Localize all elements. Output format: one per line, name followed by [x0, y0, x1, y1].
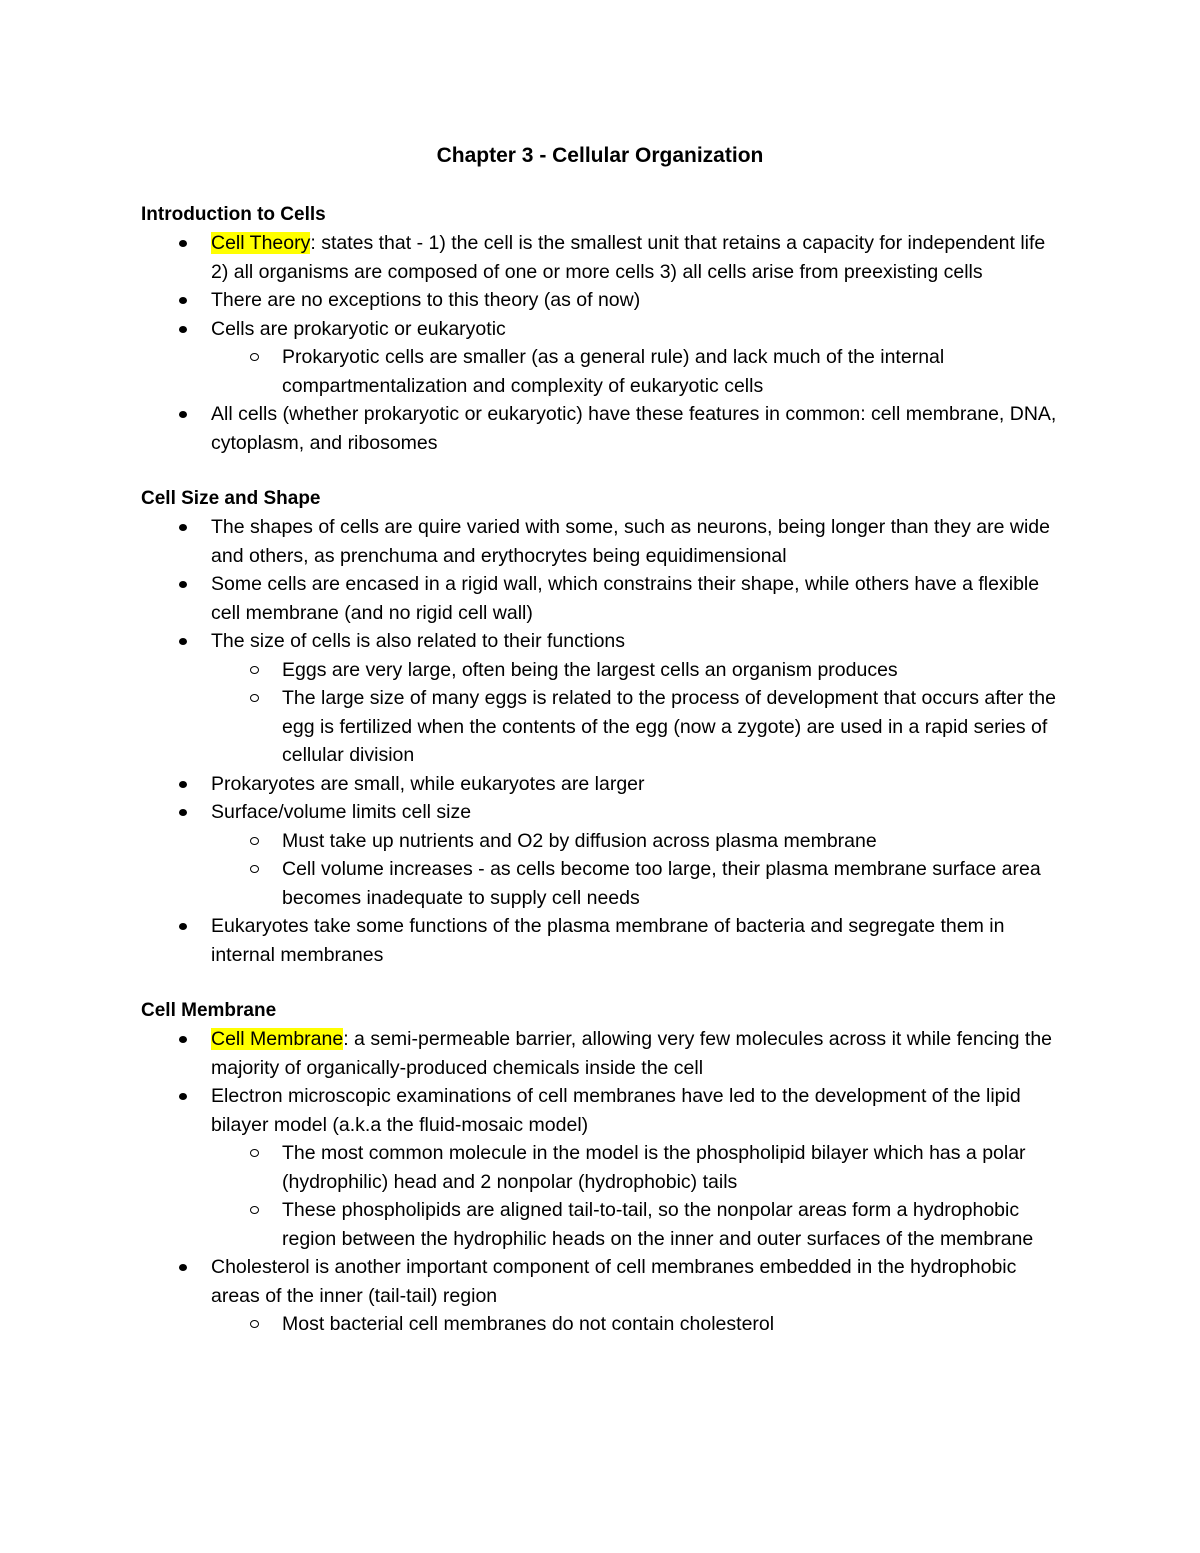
sub-list-item-text: Most bacterial cell membranes do not contain cholesterol [282, 1313, 775, 1335]
list-item [141, 570, 1061, 627]
filled-bullet-icon [179, 1093, 187, 1100]
filled-bullet-icon [179, 326, 187, 333]
filled-bullet-icon [179, 581, 187, 588]
hollow-bullet-icon [250, 1206, 259, 1214]
highlighted-term: Cell Membrane [211, 1028, 344, 1050]
sub-list-item-text: Eggs are very large, often being the largest cells an organism produces [282, 658, 898, 681]
sub-list-item [141, 1196, 1061, 1253]
list-item-text: Cholesterol is another important component of cell membranes embedded in the hydrophobic areas of the inner (tail-tail) region [211, 1256, 1017, 1307]
document-body [141, 201, 1061, 1339]
list-item [141, 1025, 1061, 1082]
document-title: Chapter 3 - Cellular Organization [436, 144, 764, 167]
hollow-bullet-icon [250, 694, 259, 702]
filled-bullet-icon [179, 1036, 187, 1043]
sub-bullet-list [141, 1139, 1061, 1253]
hollow-bullet-icon [250, 1149, 259, 1157]
sub-bullet-list [141, 343, 1061, 400]
filled-bullet-icon [179, 1264, 187, 1271]
hollow-bullet-icon [250, 666, 259, 674]
list-item-text: The shapes of cells are quire varied with some, such as neurons, being longer than they are wide and others, as prenchuma and erythocrytes being equidimensional [211, 516, 1050, 567]
list-item-text: All cells (whether prokaryotic or eukaryotic) have these features in common: cell membrane, DNA, cytoplasm, and ribosomes [211, 403, 1057, 454]
sub-list-item [141, 1310, 1061, 1339]
sub-list-item-text: The most common molecule in the model is the phospholipid bilayer which has a polar (hydrophilic) head and 2 nonpolar (hydrophobic) tails [282, 1142, 1026, 1193]
filled-bullet-icon [179, 923, 187, 930]
list-item-text: : a semi-permeable barrier, allowing very few molecules across it while fencing the majority of organically-produced chemicals inside the cell [211, 1028, 1053, 1079]
list-item [141, 1082, 1061, 1253]
list-item-text: Cells are prokaryotic or eukaryotic [211, 317, 506, 340]
section-heading: Introduction to Cells [141, 204, 326, 225]
list-item-text: The size of cells is also related to their functions [211, 630, 626, 652]
sub-list-item-text: Prokaryotic cells are smaller (as a general rule) and lack much of the internal compartmentalization and complexity of eukaryotic cells [282, 346, 945, 397]
list-item-text: Surface/volume limits cell size [211, 801, 472, 823]
sub-list-item [141, 855, 1061, 912]
filled-bullet-icon [179, 781, 187, 788]
filled-bullet-icon [179, 638, 187, 645]
bullet-list [141, 513, 1061, 969]
section-introduction-to-cells [141, 201, 1061, 457]
list-item-text: Eukaryotes take some functions of the plasma membrane of bacteria and segregate them in internal membranes [211, 915, 1005, 966]
filled-bullet-icon [179, 809, 187, 816]
hollow-bullet-icon [250, 1320, 259, 1328]
sub-list-item [141, 827, 1061, 856]
hollow-bullet-icon [250, 865, 259, 873]
list-item-text: There are no exceptions to this theory (as of now) [211, 289, 641, 311]
sub-bullet-list [141, 827, 1061, 913]
filled-bullet-icon [179, 240, 187, 247]
sub-list-item [141, 343, 1061, 400]
filled-bullet-icon [179, 524, 187, 531]
list-item [141, 400, 1061, 457]
section-heading: Cell Membrane [141, 1000, 277, 1021]
highlighted-term: Cell Theory [211, 232, 311, 254]
list-item [141, 1253, 1061, 1339]
sub-list-item [141, 656, 1061, 685]
list-item [141, 798, 1061, 912]
sub-list-item [141, 1139, 1061, 1196]
section-heading: Cell Size and Shape [141, 488, 321, 509]
sub-list-item-text: These phospholipids are aligned tail-to-tail, so the nonpolar areas form a hydrophobic region between the hydrophilic heads on the inner and outer surfaces of the membrane [282, 1199, 1034, 1250]
list-item-text: : states that - 1) the cell is the smallest unit that retains a capacity for independent life 2) all organisms are composed of one or more cells 3) all cells arise from preexisting cells [211, 232, 1046, 283]
list-item [141, 770, 1061, 799]
sub-bullet-list [141, 1310, 1061, 1339]
list-item [141, 627, 1061, 770]
sub-list-item-text: Cell volume increases - as cells become too large, their plasma membrane surface area becomes inadequate to supply cell needs [282, 858, 1041, 909]
hollow-bullet-icon [250, 353, 259, 361]
list-item-text: Electron microscopic examinations of cell membranes have led to the development of the lipid bilayer model (a.k.a the fluid-mosaic model) [211, 1085, 1021, 1136]
filled-bullet-icon [179, 297, 187, 304]
list-item [141, 912, 1061, 969]
list-item [141, 286, 1061, 315]
list-item-text: Prokaryotes are small, while eukaryotes are larger [211, 772, 645, 795]
sub-list-item-text: The large size of many eggs is related to the process of development that occurs after the egg is fertilized when the contents of the egg (now a zygote) are used in a rapid series of cellular division [282, 687, 1056, 766]
bullet-list [141, 229, 1061, 457]
filled-bullet-icon [179, 411, 187, 418]
sub-list-item [141, 684, 1061, 770]
list-item [141, 513, 1061, 570]
bullet-list [141, 1025, 1061, 1339]
list-item-text: Some cells are encased in a rigid wall, which constrains their shape, while others have a flexible cell membrane (and no rigid cell wall) [211, 573, 1040, 624]
list-item [141, 315, 1061, 401]
sub-bullet-list [141, 656, 1061, 770]
hollow-bullet-icon [250, 837, 259, 845]
sub-list-item-text: Must take up nutrients and O2 by diffusion across plasma membrane [282, 829, 877, 852]
list-item [141, 229, 1061, 286]
section-cell-membrane [141, 997, 1061, 1339]
section-cell-size-and-shape [141, 485, 1061, 969]
